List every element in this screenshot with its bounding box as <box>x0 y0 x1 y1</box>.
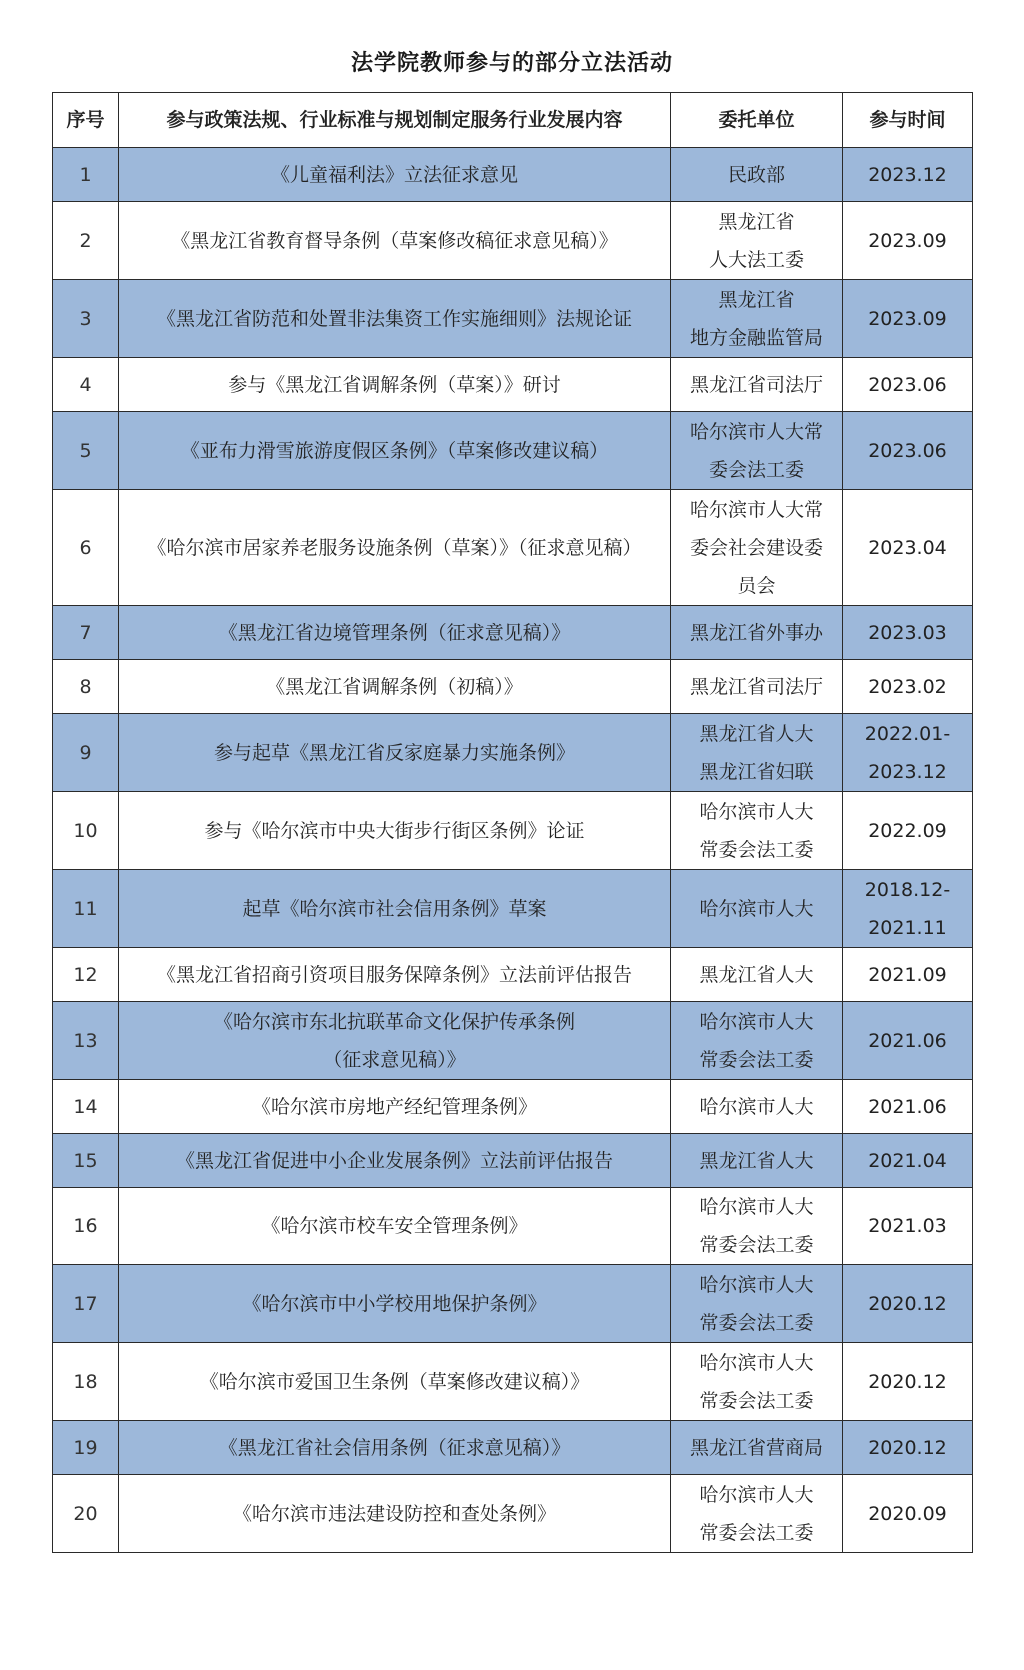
time-line: 2021.06 <box>868 1095 947 1118</box>
time-line: 2021.11 <box>868 916 947 939</box>
time-line: 2023.06 <box>868 439 947 462</box>
unit-line: 黑龙江省人大 <box>699 722 814 745</box>
header-cell-unit: 委托单位 <box>671 93 843 148</box>
time-cell <box>843 1080 973 1134</box>
row-number-cell: 16 <box>53 1188 119 1265</box>
unit-line: 哈尔滨市人大 <box>699 897 814 920</box>
content-line: 《黑龙江省边境管理条例（征求意见稿）》 <box>218 621 571 644</box>
content-cell <box>119 660 671 714</box>
unit-line: 哈尔滨市人大 <box>699 1010 814 1033</box>
unit-cell <box>671 870 843 948</box>
table-row <box>53 280 973 358</box>
time-line: 2021.06 <box>868 1029 947 1052</box>
unit-line: 哈尔滨市人大 <box>699 1196 814 1218</box>
unit-line: 哈尔滨市人大 <box>699 1483 814 1506</box>
unit-line: 常委会法工委 <box>699 1234 814 1256</box>
time-cell <box>843 792 973 870</box>
content-line: 《黑龙江省教育督导条例（草案修改稿征求意见稿）》 <box>171 229 618 252</box>
content-cell <box>119 1475 671 1553</box>
unit-cell <box>671 1475 843 1553</box>
unit-line: 黑龙江省司法厅 <box>689 675 823 698</box>
table-row <box>53 714 973 792</box>
unit-cell <box>671 1188 843 1265</box>
table-row <box>53 202 973 280</box>
unit-line: 委会法工委 <box>708 458 804 481</box>
time-cell <box>843 1343 973 1421</box>
time-line: 2021.04 <box>868 1149 947 1172</box>
unit-cell <box>671 606 843 660</box>
page-title: 法学院教师参与的部分立法活动 <box>350 51 673 76</box>
row-number-cell: 17 <box>53 1265 119 1343</box>
content-line: （征求意见稿）》 <box>323 1048 466 1071</box>
unit-line: 民政部 <box>727 163 785 186</box>
row-number-cell: 18 <box>53 1343 119 1421</box>
unit-line: 员会 <box>737 574 776 597</box>
content-line: 《亚布力滑雪旅游度假区条例》（草案修改建议稿） <box>180 439 609 462</box>
table-body <box>53 148 973 1553</box>
content-line: 参与《哈尔滨市中央大街步行街区条例》论证 <box>204 819 585 842</box>
row-number-cell: 11 <box>53 870 119 948</box>
content-line: 《哈尔滨市东北抗联革命文化保护传承条例 <box>213 1010 575 1033</box>
content-line: 参与《黑龙江省调解条例（草案）》研讨 <box>228 373 561 396</box>
content-line: 《哈尔滨市居家养老服务设施条例（草案）》（征求意见稿） <box>147 536 642 559</box>
table-row <box>53 606 973 660</box>
unit-line: 哈尔滨市人大 <box>699 1095 814 1118</box>
time-cell <box>843 1002 973 1080</box>
table-row <box>53 792 973 870</box>
time-cell <box>843 870 973 948</box>
header-cell-time: 参与时间 <box>843 93 973 148</box>
unit-cell <box>671 714 843 792</box>
content-line: 《哈尔滨市校车安全管理条例》 <box>261 1215 528 1237</box>
unit-cell <box>671 148 843 202</box>
content-line: 《哈尔滨市爱国卫生条例（草案修改建议稿）》 <box>199 1370 590 1393</box>
time-line: 2020.12 <box>868 1370 947 1393</box>
unit-line: 常委会法工委 <box>699 1521 814 1544</box>
content-line: 《黑龙江省防范和处置非法集资工作实施细则》法规论证 <box>156 307 632 330</box>
content-cell <box>119 148 671 202</box>
time-line: 2020.12 <box>868 1292 947 1315</box>
table-row <box>53 1475 973 1553</box>
time-line: 2023.03 <box>868 621 947 644</box>
table-row <box>53 1188 973 1265</box>
unit-line: 地方金融监管局 <box>689 326 823 349</box>
time-cell <box>843 202 973 280</box>
table-row <box>53 358 973 412</box>
row-number-cell: 12 <box>53 948 119 1002</box>
time-cell <box>843 358 973 412</box>
table-header-row <box>53 93 973 148</box>
unit-cell <box>671 660 843 714</box>
unit-line: 常委会法工委 <box>699 1389 814 1412</box>
time-line: 2023.06 <box>868 373 947 396</box>
unit-line: 黑龙江省 <box>718 288 795 311</box>
unit-cell <box>671 412 843 490</box>
row-number-cell: 20 <box>53 1475 119 1553</box>
time-cell <box>843 1475 973 1553</box>
content-line: 《黑龙江省社会信用条例（征求意见稿）》 <box>218 1436 571 1459</box>
table-row <box>53 1421 973 1475</box>
row-number-cell: 2 <box>53 202 119 280</box>
time-cell <box>843 714 973 792</box>
unit-cell <box>671 1421 843 1475</box>
table-row <box>53 948 973 1002</box>
unit-line: 黑龙江省人大 <box>699 963 814 986</box>
content-cell <box>119 1265 671 1343</box>
time-cell <box>843 1265 973 1343</box>
content-line: 《黑龙江省促进中小企业发展条例》立法前评估报告 <box>175 1149 613 1172</box>
unit-line: 黑龙江省外事办 <box>689 621 823 644</box>
content-cell <box>119 1421 671 1475</box>
unit-cell <box>671 1343 843 1421</box>
unit-line: 哈尔滨市人大 <box>699 800 814 823</box>
table-row <box>53 1002 973 1080</box>
time-cell <box>843 1188 973 1265</box>
unit-line: 委会社会建设委 <box>689 536 823 559</box>
content-cell <box>119 412 671 490</box>
legislation-table <box>52 92 973 1553</box>
time-line: 2020.09 <box>868 1502 947 1525</box>
unit-line: 哈尔滨市人大 <box>699 1273 814 1296</box>
content-cell <box>119 606 671 660</box>
content-line: 《哈尔滨市违法建设防控和查处条例》 <box>232 1502 556 1525</box>
content-cell <box>119 792 671 870</box>
content-cell <box>119 1134 671 1188</box>
time-cell <box>843 660 973 714</box>
row-number-cell: 5 <box>53 412 119 490</box>
time-line: 2022.01- <box>864 722 951 745</box>
time-line: 2022.09 <box>868 819 947 842</box>
content-cell <box>119 358 671 412</box>
content-line: 《哈尔滨市中小学校用地保护条例》 <box>242 1292 547 1315</box>
content-cell <box>119 870 671 948</box>
content-cell <box>119 1080 671 1134</box>
time-line: 2023.12 <box>868 760 947 783</box>
unit-line: 常委会法工委 <box>699 1311 814 1334</box>
content-line: 参与起草《黑龙江省反家庭暴力实施条例》 <box>213 741 575 764</box>
content-cell <box>119 1002 671 1080</box>
content-line: 《黑龙江省调解条例（初稿）》 <box>266 675 523 698</box>
time-cell <box>843 148 973 202</box>
unit-line: 人大法工委 <box>708 248 804 271</box>
table-row <box>53 1343 973 1421</box>
row-number-cell: 4 <box>53 358 119 412</box>
content-line: 《黑龙江省招商引资项目服务保障条例》立法前评估报告 <box>156 963 632 986</box>
time-line: 2018.12- <box>864 878 951 901</box>
unit-cell <box>671 280 843 358</box>
unit-line: 黑龙江省司法厅 <box>689 373 823 396</box>
time-line: 2021.03 <box>868 1215 947 1237</box>
unit-line: 黑龙江省 <box>718 210 795 233</box>
row-number-cell: 9 <box>53 714 119 792</box>
unit-line: 常委会法工委 <box>699 838 814 861</box>
row-number-cell: 7 <box>53 606 119 660</box>
content-cell <box>119 714 671 792</box>
content-cell <box>119 202 671 280</box>
row-number-cell: 6 <box>53 490 119 606</box>
row-number-cell: 14 <box>53 1080 119 1134</box>
time-cell <box>843 1421 973 1475</box>
table-row <box>53 1265 973 1343</box>
content-cell <box>119 280 671 358</box>
time-cell <box>843 606 973 660</box>
table-row <box>53 870 973 948</box>
unit-cell <box>671 490 843 606</box>
time-line: 2021.09 <box>868 963 947 986</box>
table-row <box>53 412 973 490</box>
content-cell <box>119 1343 671 1421</box>
table-row <box>53 490 973 606</box>
unit-cell <box>671 1265 843 1343</box>
unit-line: 黑龙江省营商局 <box>689 1436 823 1459</box>
content-line: 《哈尔滨市房地产经纪管理条例》 <box>251 1095 537 1118</box>
unit-line: 哈尔滨市人大常 <box>689 498 823 521</box>
unit-line: 黑龙江省妇联 <box>699 760 814 783</box>
time-cell <box>843 490 973 606</box>
header-cell-content: 参与政策法规、行业标准与规划制定服务行业发展内容 <box>119 93 671 148</box>
table-row <box>53 1134 973 1188</box>
unit-cell <box>671 1134 843 1188</box>
time-line: 2023.09 <box>868 307 947 330</box>
unit-cell <box>671 202 843 280</box>
time-cell <box>843 948 973 1002</box>
table-row <box>53 1080 973 1134</box>
row-number-cell: 15 <box>53 1134 119 1188</box>
time-line: 2023.02 <box>868 675 947 698</box>
unit-line: 哈尔滨市人大 <box>699 1351 814 1374</box>
time-line: 2020.12 <box>868 1436 947 1459</box>
time-cell <box>843 412 973 490</box>
time-line: 2023.09 <box>868 229 947 252</box>
row-number-cell: 19 <box>53 1421 119 1475</box>
content-line: 《儿童福利法》立法征求意见 <box>270 163 518 186</box>
row-number-cell: 10 <box>53 792 119 870</box>
row-number-cell: 13 <box>53 1002 119 1080</box>
content-cell <box>119 490 671 606</box>
content-cell <box>119 1188 671 1265</box>
row-number-cell: 8 <box>53 660 119 714</box>
content-line: 起草《哈尔滨市社会信用条例》草案 <box>242 897 547 920</box>
header-cell-no: 序号 <box>53 93 119 148</box>
content-cell <box>119 948 671 1002</box>
unit-cell <box>671 948 843 1002</box>
table-row <box>53 148 973 202</box>
unit-line: 哈尔滨市人大常 <box>689 420 823 443</box>
table-row <box>53 660 973 714</box>
unit-cell <box>671 1080 843 1134</box>
time-cell <box>843 1134 973 1188</box>
time-cell <box>843 280 973 358</box>
row-number-cell: 1 <box>53 148 119 202</box>
unit-line: 常委会法工委 <box>699 1048 814 1071</box>
time-line: 2023.12 <box>868 163 947 186</box>
unit-cell <box>671 792 843 870</box>
unit-cell <box>671 1002 843 1080</box>
unit-cell <box>671 358 843 412</box>
row-number-cell: 3 <box>53 280 119 358</box>
unit-line: 黑龙江省人大 <box>699 1149 814 1172</box>
time-line: 2023.04 <box>868 536 947 559</box>
